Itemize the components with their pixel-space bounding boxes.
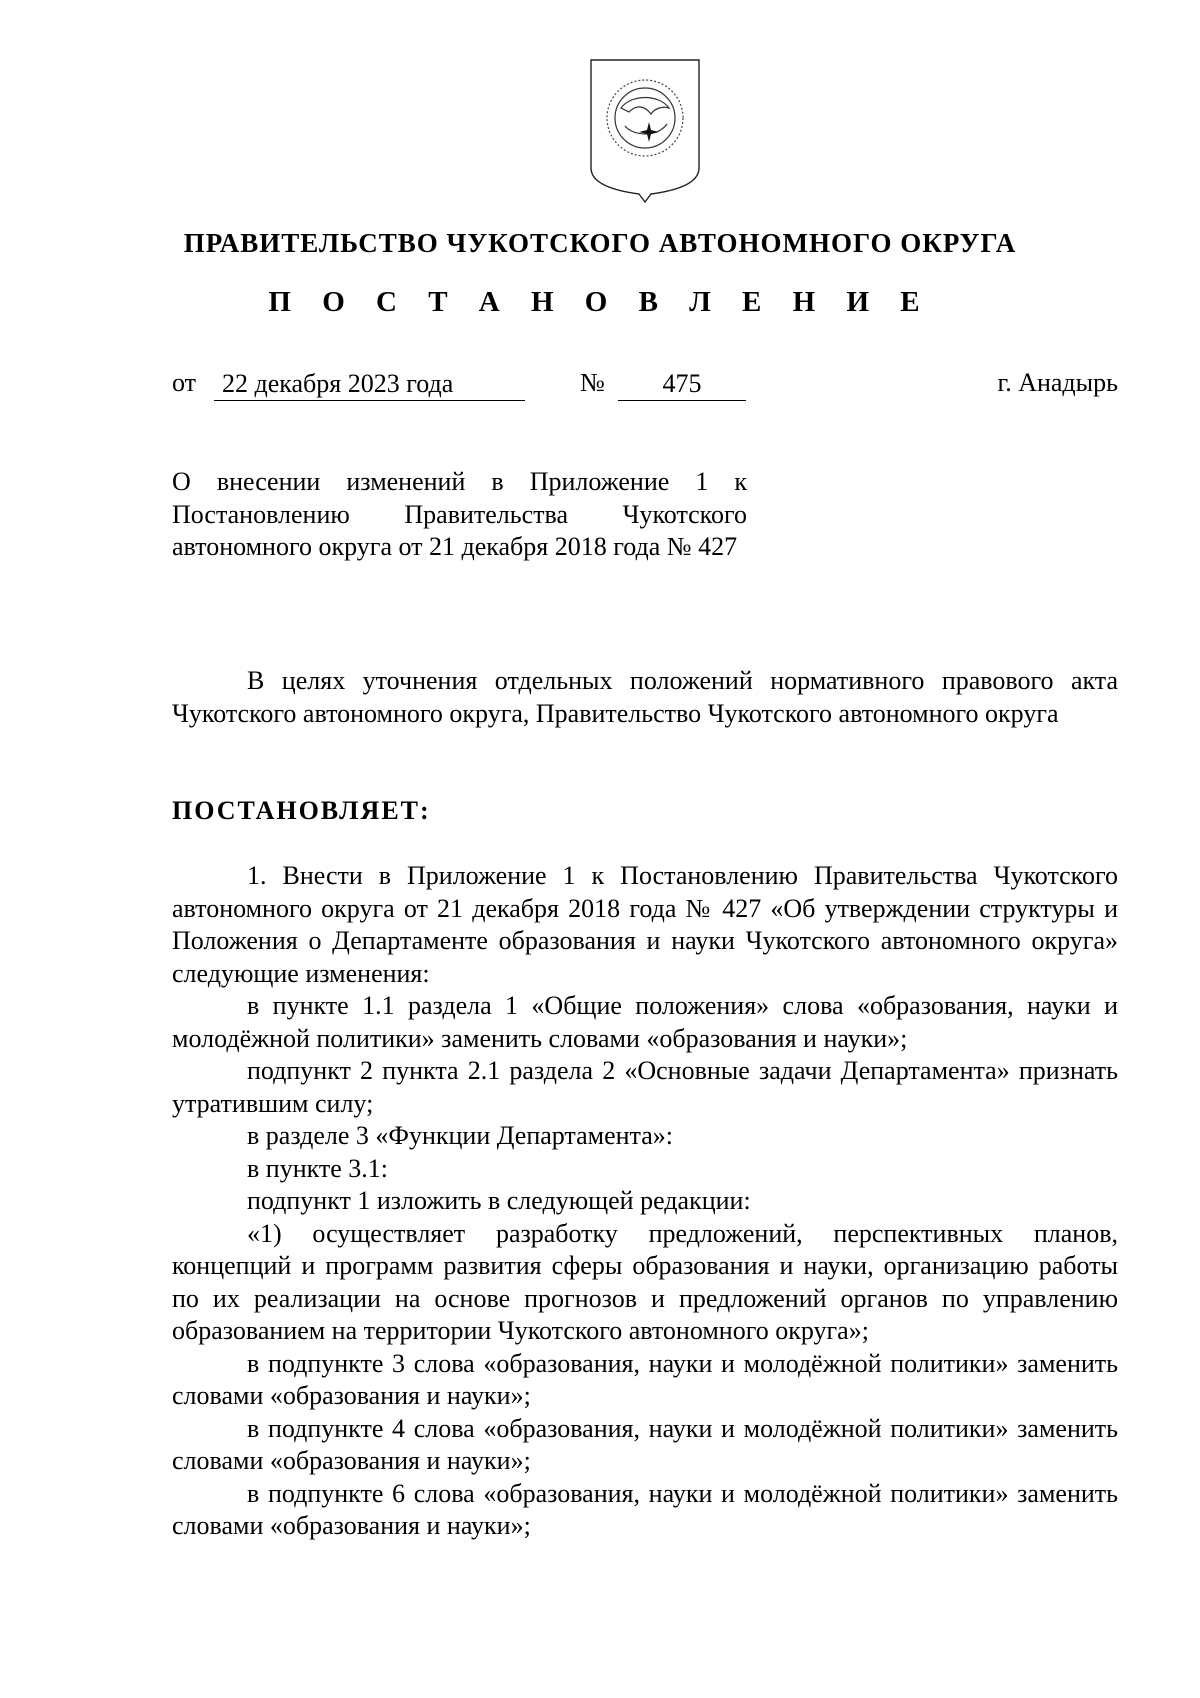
document-type-title: П О С Т А Н О В Л Е Н И Е [268,286,932,318]
number-sign-label: № [580,368,605,397]
decree-heading: ПОСТАНОВЛЯЕТ: [172,796,431,825]
document-subject: О внесении изменений в Приложение 1 к Постановлению Правительства Чукотского автономного округа от 21 декабря 2018 года № 427 [172,467,747,561]
decree-body [172,860,1118,1543]
body-paragraph: в подпункте 4 слова «образования, науки и молодёжной политики» заменить словами «образования и науки»; [172,1413,1118,1475]
body-paragraph: подпункт 1 изложить в следующей редакции: [247,1186,751,1215]
body-paragraph: в разделе 3 «Функции Департамента»: [247,1121,674,1150]
coat-of-arms-emblem [585,56,705,206]
body-paragraph: в подпункте 3 слова «образования, науки и молодёжной политики» заменить словами «образования и науки»; [172,1348,1118,1410]
body-paragraph: в подпункте 6 слова «образования, науки и молодёжной политики» заменить словами «образования и науки»; [172,1478,1118,1540]
date-prefix-label: от [172,368,197,397]
preamble-block [172,665,1118,730]
body-paragraph: 1. Внести в Приложение 1 к Постановлению Правительства Чукотского автономного округа от 21 декабря 2018 года № 427 «Об утверждении структуры и Положения о Департаменте образования и науки Чукотского автономного округа» следующие изменения: [172,861,1118,988]
city-label: г. Анадырь [997,368,1118,397]
body-paragraph: в пункте 3.1: [247,1153,389,1183]
document-date: 22 декабря 2023 года [214,368,525,401]
preamble-paragraph: В целях уточнения отдельных положений нормативного правового акта Чукотского автономного округа, Правительство Чукотского автономного округа [172,666,1118,728]
body-paragraph: «1) осуществляет разработку предложений, перспективных планов, концепций и программ развития сферы образования и науки, организацию работы по их реализации на основе прогнозов и предложений органов по управлению образованием на территории Чукотского автономного округа»; [172,1218,1118,1345]
body-paragraph: подпункт 2 пункта 2.1 раздела 2 «Основные задачи Департамента» признать утратившим силу; [172,1056,1118,1118]
body-paragraph: в пункте 1.1 раздела 1 «Общие положения» слова «образования, науки и молодёжной политики» заменить словами «образования и науки»; [172,991,1118,1053]
organization-title: ПРАВИТЕЛЬСТВО ЧУКОТСКОГО АВТОНОМНОГО ОКРУГА [183,228,1017,258]
document-number: 475 [618,368,746,401]
